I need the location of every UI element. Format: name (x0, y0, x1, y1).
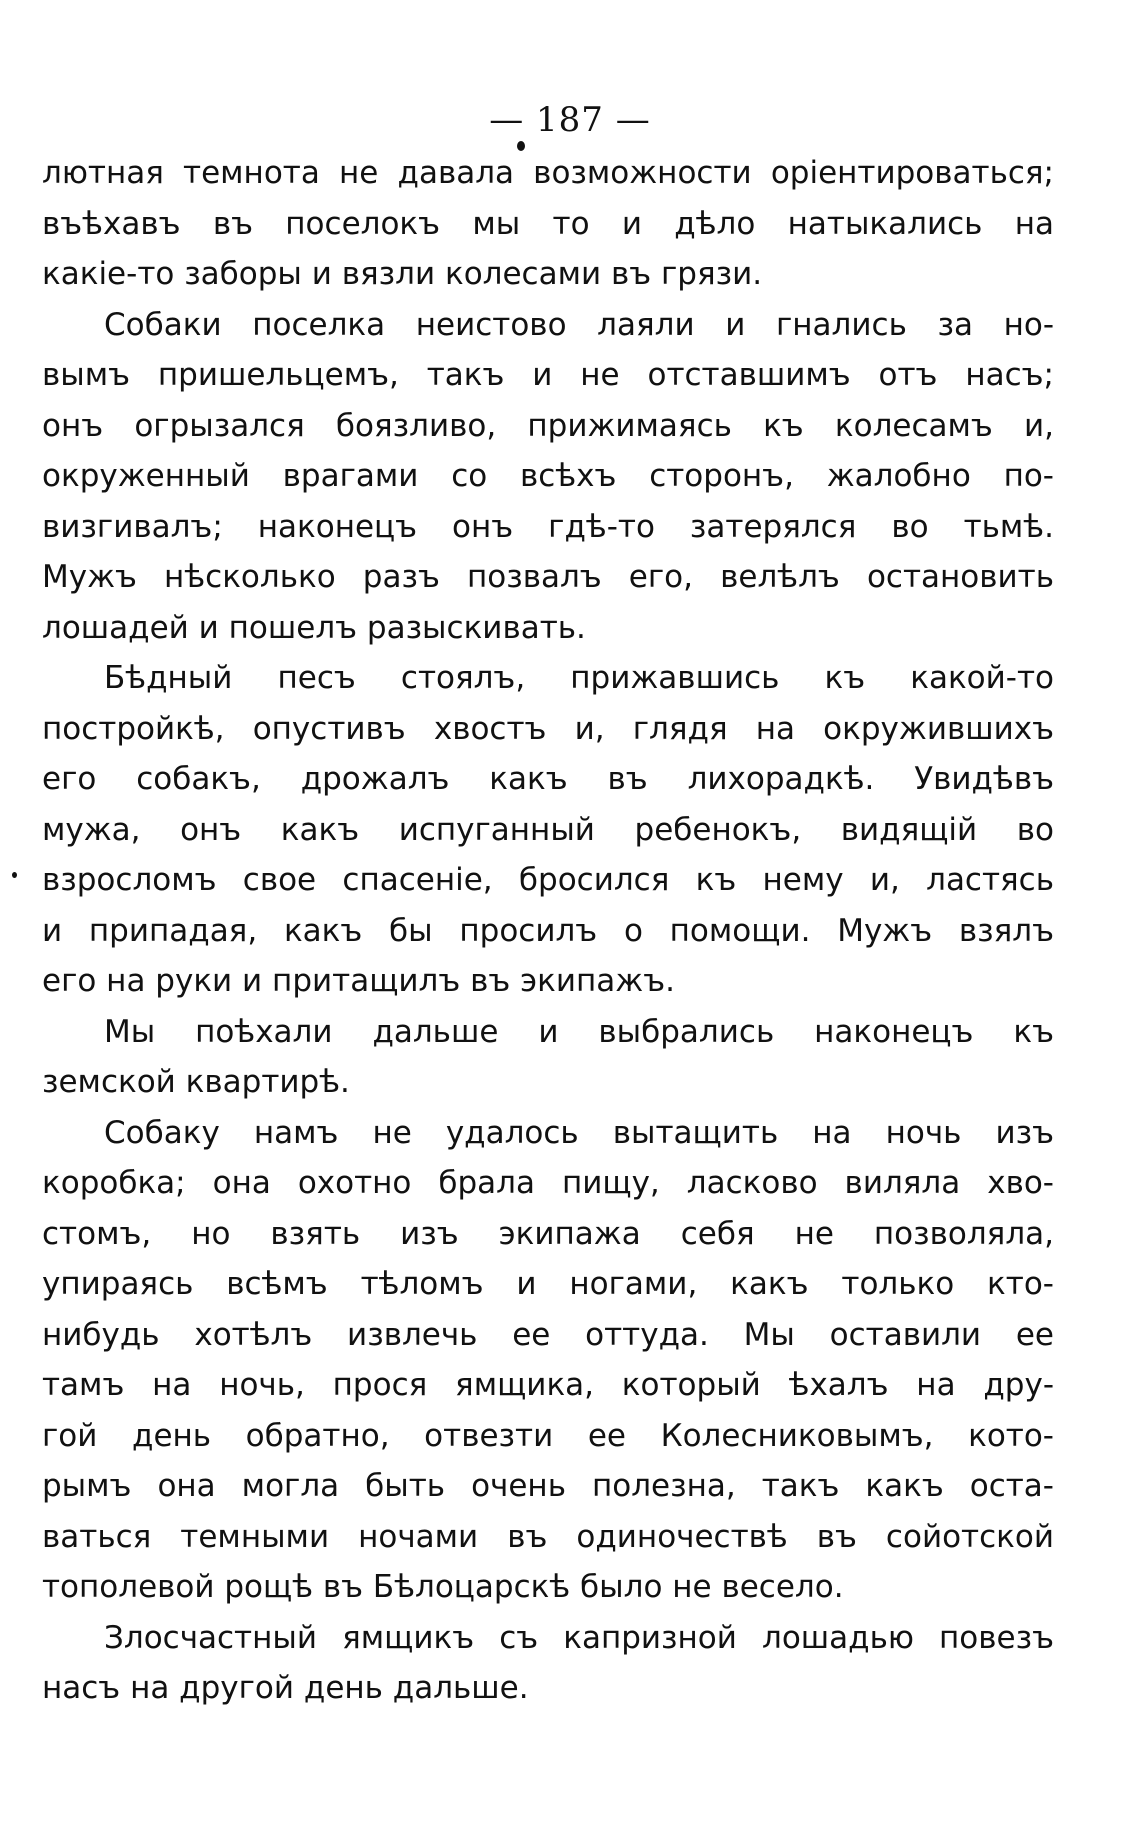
text-line: вымъ пришельцемъ, такъ и не отставшимъ отъ насъ; (42, 357, 1054, 393)
text-line: лютная темнота не давала возможности оріентироваться; (42, 155, 1054, 191)
text-line: постройкѣ, опустивъ хвостъ и, глядя на окружившихъ (42, 710, 1054, 747)
text-line: лошадей и пошелъ разыскивать. (42, 609, 586, 646)
ink-speck (12, 872, 17, 878)
text-line: какіе-то заборы и вязли колесами въ грязи. (42, 256, 763, 292)
text-line: визгивалъ; наконецъ онъ гдѣ-то затерялся во тьмѣ. (42, 508, 1054, 545)
text-line: его собакъ, дрожалъ какъ въ лихорадкѣ. Увидѣвъ (42, 761, 1054, 797)
text-line: Мужъ нѣсколько разъ позвалъ его, велѣлъ остановить (42, 559, 1054, 595)
text-line: въѣхавъ въ поселокъ мы то и дѣло натыкались на (42, 205, 1054, 242)
text-line: гой день обратно, отвезти ее Колесниковымъ, кото- (42, 1417, 1054, 1454)
text-line: тополевой рощѣ въ Бѣлоцарскѣ было не весело. (42, 1569, 844, 1605)
text-line: Бѣдный песъ стоялъ, прижавшись къ какой-то (104, 660, 1054, 696)
text-line: Собаку намъ не удалось вытащить на ночь изъ (104, 1114, 1054, 1151)
text-line: Злосчастный ямщикъ съ капризной лошадью повезъ (104, 1619, 1054, 1656)
text-line: тамъ на ночь, прося ямщика, который ѣхалъ на дру- (42, 1367, 1054, 1403)
text-line: Собаки поселка неистово лаяли и гнались за но- (104, 306, 1054, 343)
text-line: окруженный врагами со всѣхъ сторонъ, жалобно по- (42, 458, 1054, 494)
paragraph (42, 1613, 1054, 1714)
text-line: нибудь хотѣлъ извлечь ее оттуда. Мы оставили ее (42, 1316, 1054, 1353)
text-line: и припадая, какъ бы просилъ о помощи. Мужъ взялъ (42, 912, 1054, 949)
text-line: упираясь всѣмъ тѣломъ и ногами, какъ только кто- (42, 1266, 1054, 1302)
paragraph (42, 300, 1054, 654)
text-line: насъ на другой день дальше. (42, 1670, 529, 1706)
text-line: земской квартирѣ. (42, 1064, 350, 1100)
text-line: онъ огрызался боязливо, прижимаясь къ колесамъ и, (42, 407, 1054, 444)
body-text (42, 148, 1054, 1714)
text-line: коробка; она охотно брала пищу, ласково виляла хво- (42, 1165, 1054, 1201)
text-line: взросломъ свое спасеніе, бросился къ нему и, ластясь (42, 862, 1054, 898)
text-line: ваться темными ночами въ одиночествѣ въ сойотской (42, 1518, 1054, 1555)
text-line: Мы поѣхали дальше и выбрались наконецъ къ (104, 1013, 1054, 1050)
paragraph (42, 1007, 1054, 1108)
page-number: — 187 — (489, 100, 651, 140)
text-line: мужа, онъ какъ испуганный ребенокъ, видящій во (42, 811, 1054, 848)
text-line: стомъ, но взять изъ экипажа себя не позволяла, (42, 1215, 1054, 1252)
paragraph (42, 1108, 1054, 1613)
text-line: его на руки и притащилъ въ экипажъ. (42, 963, 675, 999)
paragraph (42, 148, 1054, 300)
paragraph (42, 653, 1054, 1007)
text-line: рымъ она могла быть очень полезна, такъ какъ оста- (42, 1468, 1054, 1504)
